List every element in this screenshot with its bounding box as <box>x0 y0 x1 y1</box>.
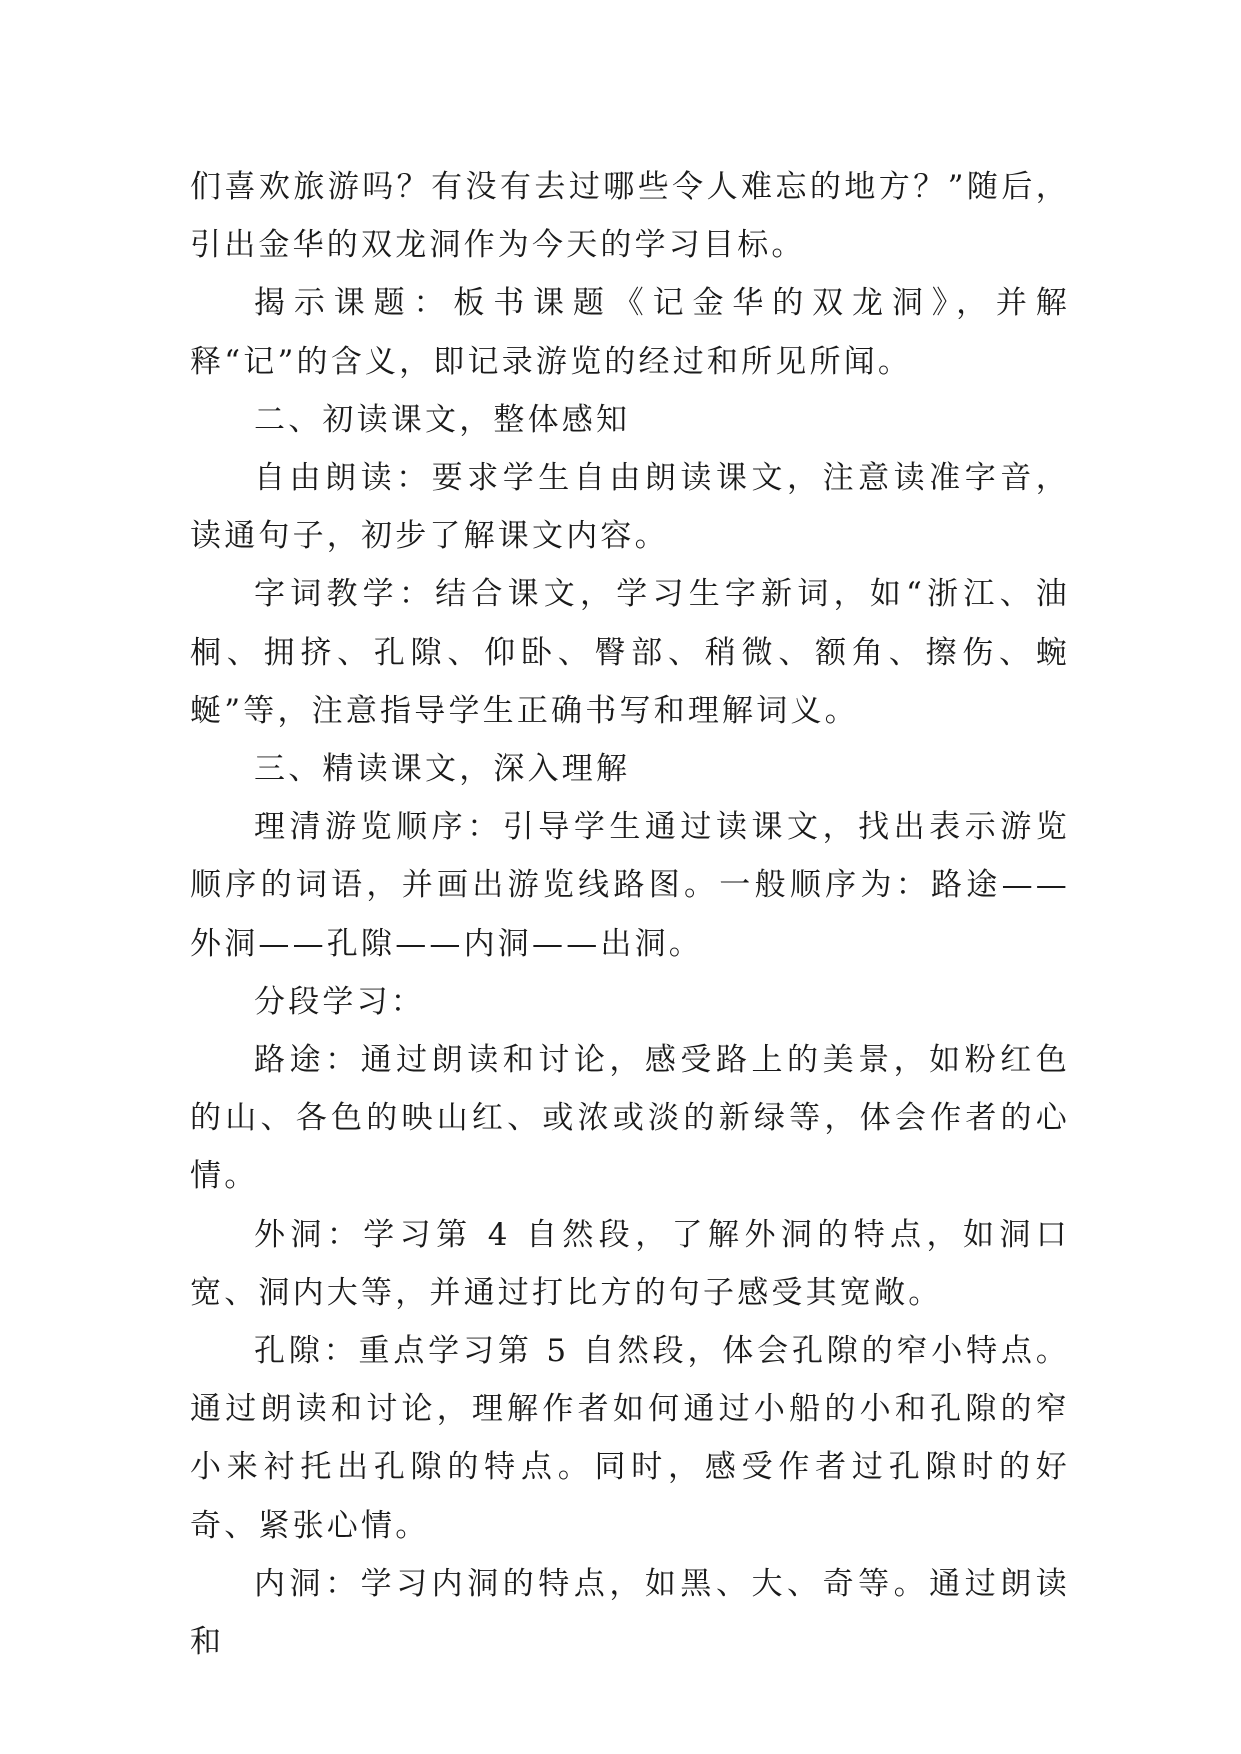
paragraph-12: 内洞：学习内洞的特点，如黑、大、奇等。通过朗读和 <box>190 1565 1070 1661</box>
section-heading-3: 三、精读课文，深入理解 <box>254 751 631 788</box>
paragraph-1: 们喜欢旅游吗？有没有去过哪些令人难忘的地方？”随后，引出金华的双龙洞作为今天的学习目标。 <box>190 169 1070 264</box>
document-page <box>190 158 1070 1671</box>
paragraph-5: 字词教学：结合课文，学习生字新词，如“浙江、油桐、拥挤、孔隙、仰卧、臀部、稍微、额角、擦伤、蜿蜒”等，注意指导学生正确书写和理解词义。 <box>190 576 1070 729</box>
paragraph-9: 路途：通过朗读和讨论，感受路上的美景，如粉红色的山、各色的映山红、或浓或淡的新绿等，体会作者的心情。 <box>190 1042 1070 1195</box>
section-heading-2: 二、初读课文，整体感知 <box>254 401 631 438</box>
paragraph-7: 理清游览顺序：引导学生通过读课文，找出表示游览顺序的词语，并画出游览线路图。一般顺序为：路途——外洞——孔隙——内洞——出洞。 <box>190 809 1070 962</box>
paragraph-2: 揭示课题：板书课题《记金华的双龙洞》，并解释“记”的含义，即记录游览的经过和所见所闻。 <box>190 285 1070 380</box>
paragraph-11: 孔隙：重点学习第 5 自然段，体会孔隙的窄小特点。通过朗读和讨论，理解作者如何通过小船的小和孔隙的窄小来衬托出孔隙的特点。同时，感受作者过孔隙时的好奇、紧张心情。 <box>190 1333 1070 1544</box>
paragraph-4: 自由朗读：要求学生自由朗读课文，注意读准字音，读通句子，初步了解课文内容。 <box>190 460 1070 555</box>
paragraph-10: 外洞：学习第 4 自然段，了解外洞的特点，如洞口宽、洞内大等，并通过打比方的句子感受其宽敞。 <box>190 1216 1070 1311</box>
paragraph-8: 分段学习： <box>254 983 425 1020</box>
